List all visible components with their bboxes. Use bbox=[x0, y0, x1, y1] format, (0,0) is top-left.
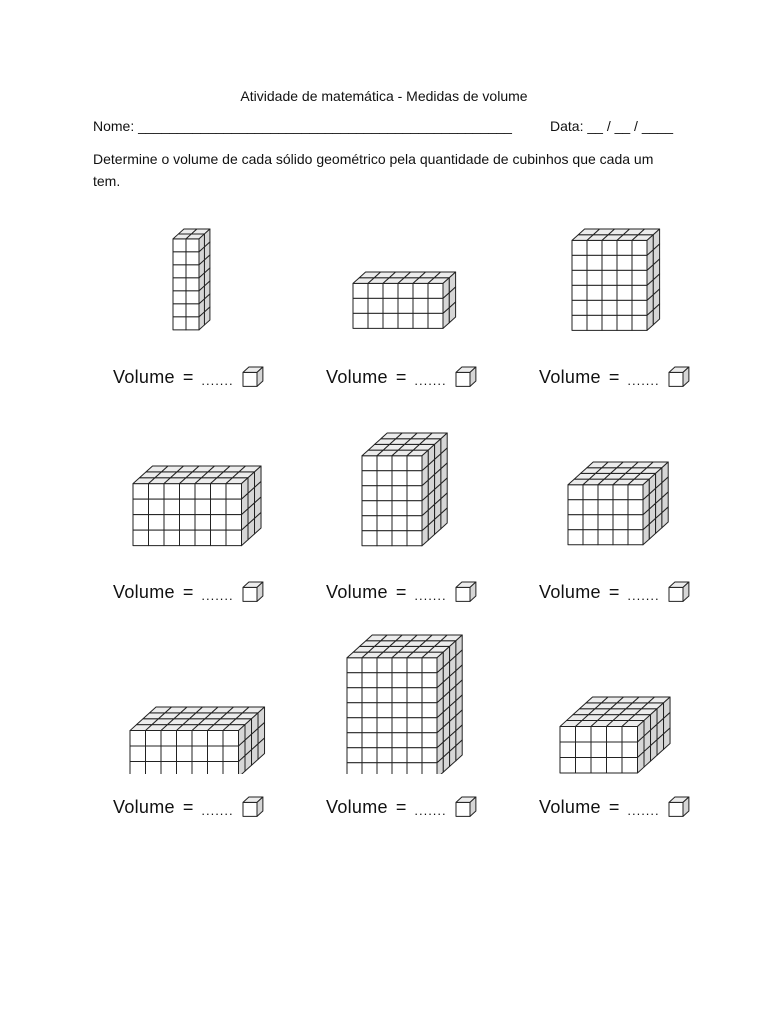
cube-front-face bbox=[598, 515, 613, 530]
unit-cube-icon bbox=[455, 796, 477, 818]
cube-front-face bbox=[377, 471, 392, 486]
cube-front-face bbox=[211, 515, 227, 531]
cube-front-face bbox=[208, 731, 224, 747]
cube-front-face bbox=[362, 658, 377, 673]
cube-front-face bbox=[613, 485, 628, 500]
cube-front-face bbox=[568, 515, 583, 530]
cube-front-face bbox=[392, 673, 407, 688]
cube-front-face bbox=[422, 658, 437, 673]
cube-front-face bbox=[628, 530, 643, 545]
cube-front-face bbox=[669, 372, 683, 386]
cube-front-face bbox=[223, 731, 239, 747]
cube-front-face bbox=[422, 673, 437, 688]
answer-blank: ....... bbox=[627, 372, 660, 388]
cube-front-face bbox=[591, 726, 607, 742]
cube-front-face bbox=[130, 746, 146, 762]
cube-front-face bbox=[211, 499, 227, 515]
cube-front-face bbox=[377, 501, 392, 516]
unit-cube-icon bbox=[455, 366, 477, 388]
cube-front-face bbox=[177, 746, 193, 762]
cube-front-face bbox=[428, 298, 443, 313]
equals-sign: = bbox=[395, 581, 407, 602]
cube-front-face bbox=[422, 718, 437, 733]
cube-front-face bbox=[177, 762, 193, 774]
cube-front-face bbox=[211, 484, 227, 499]
cube-front-face bbox=[383, 313, 398, 328]
cube-front-face bbox=[632, 255, 647, 270]
cube-front-face bbox=[669, 587, 683, 601]
unit-cube-icon bbox=[668, 796, 690, 818]
cube-front-face bbox=[392, 531, 407, 546]
cube-front-face bbox=[587, 315, 602, 330]
cube-front-face bbox=[186, 265, 199, 278]
volume-answer-9 bbox=[539, 794, 690, 820]
cube-front-face bbox=[180, 484, 196, 499]
cube-front-face bbox=[149, 530, 165, 546]
cube-front-face bbox=[173, 317, 186, 330]
volume-word: Volume bbox=[539, 796, 601, 817]
cube-front-face bbox=[572, 315, 587, 330]
cube-front-face bbox=[392, 456, 407, 471]
cube-front-face bbox=[149, 499, 165, 515]
cube-front-face bbox=[192, 762, 208, 774]
cube-front-face bbox=[602, 300, 617, 315]
cube-front-face bbox=[422, 688, 437, 703]
cube-front-face bbox=[632, 315, 647, 330]
cube-front-face bbox=[368, 298, 383, 313]
cube-front-face bbox=[353, 313, 368, 328]
cube-front-face bbox=[407, 471, 422, 486]
unit-cube-icon bbox=[242, 796, 264, 818]
cube-front-face bbox=[243, 802, 257, 816]
equals-sign: = bbox=[608, 796, 620, 817]
cube-solid-6 bbox=[567, 461, 677, 557]
cube-front-face bbox=[133, 484, 149, 499]
cube-front-face bbox=[362, 703, 377, 718]
answer-blank: ....... bbox=[201, 802, 234, 818]
cube-front-face bbox=[392, 718, 407, 733]
cube-front-face bbox=[173, 252, 186, 265]
cube-front-face bbox=[392, 733, 407, 748]
cube-front-face bbox=[146, 762, 162, 774]
cube-front-face bbox=[347, 688, 362, 703]
cube-front-face bbox=[377, 748, 392, 763]
cube-front-face bbox=[347, 748, 362, 763]
cube-front-face bbox=[195, 499, 211, 515]
cube-front-face bbox=[583, 500, 598, 515]
cube-front-face bbox=[407, 718, 422, 733]
cube-front-face bbox=[583, 485, 598, 500]
cube-front-face bbox=[173, 265, 186, 278]
cube-front-face bbox=[362, 516, 377, 531]
cube-front-face bbox=[186, 252, 199, 265]
cube-front-face bbox=[226, 499, 242, 515]
answer-blank: ....... bbox=[627, 587, 660, 603]
cube-front-face bbox=[208, 746, 224, 762]
answer-blank: ....... bbox=[414, 587, 447, 603]
cube-front-face bbox=[173, 239, 186, 252]
cube-front-face bbox=[407, 673, 422, 688]
cube-front-face bbox=[377, 486, 392, 501]
cube-front-face bbox=[607, 726, 623, 742]
cube-front-face bbox=[377, 516, 392, 531]
cube-front-face bbox=[377, 456, 392, 471]
cube-front-face bbox=[572, 270, 587, 285]
equals-sign: = bbox=[608, 581, 620, 602]
cube-front-face bbox=[587, 255, 602, 270]
cube-front-face bbox=[628, 500, 643, 515]
cube-front-face bbox=[568, 530, 583, 545]
cube-front-face bbox=[133, 499, 149, 515]
cube-front-face bbox=[607, 757, 623, 773]
cube-front-face bbox=[392, 501, 407, 516]
cube-front-face bbox=[560, 757, 576, 773]
cube-front-face bbox=[572, 285, 587, 300]
equals-sign: = bbox=[182, 581, 194, 602]
cube-front-face bbox=[362, 673, 377, 688]
answer-blank: ....... bbox=[201, 372, 234, 388]
volume-answer-8 bbox=[326, 794, 477, 820]
cube-front-face bbox=[362, 718, 377, 733]
cube-front-face bbox=[362, 471, 377, 486]
date-field: Data: __ / __ / ____ bbox=[550, 118, 673, 134]
cube-solid-3 bbox=[571, 228, 671, 344]
equals-sign: = bbox=[608, 366, 620, 387]
cube-front-face bbox=[572, 240, 587, 255]
volume-answer-3 bbox=[539, 364, 690, 390]
cube-front-face bbox=[617, 300, 632, 315]
cube-front-face bbox=[173, 304, 186, 317]
cube-front-face bbox=[161, 762, 177, 774]
cube-front-face bbox=[192, 731, 208, 747]
cube-front-face bbox=[223, 762, 239, 774]
cube-front-face bbox=[622, 742, 638, 758]
unit-cube-icon bbox=[242, 581, 264, 603]
cube-front-face bbox=[243, 372, 257, 386]
cube-front-face bbox=[195, 515, 211, 531]
cube-solid-8 bbox=[346, 634, 476, 774]
cube-front-face bbox=[407, 501, 422, 516]
cube-front-face bbox=[392, 748, 407, 763]
cube-front-face bbox=[164, 499, 180, 515]
cube-front-face bbox=[407, 763, 422, 774]
volume-word: Volume bbox=[539, 581, 601, 602]
cube-front-face bbox=[392, 516, 407, 531]
cube-front-face bbox=[377, 673, 392, 688]
cube-front-face bbox=[164, 515, 180, 531]
cube-front-face bbox=[587, 285, 602, 300]
volume-word: Volume bbox=[326, 366, 388, 387]
volume-word: Volume bbox=[539, 366, 601, 387]
cube-solid-4 bbox=[132, 465, 272, 557]
cube-front-face bbox=[617, 315, 632, 330]
cube-front-face bbox=[617, 240, 632, 255]
cube-front-face bbox=[413, 298, 428, 313]
volume-answer-6 bbox=[539, 579, 690, 605]
unit-cube-icon bbox=[455, 581, 477, 603]
cube-front-face bbox=[211, 530, 227, 546]
cube-front-face bbox=[180, 499, 196, 515]
volume-answer-2 bbox=[326, 364, 477, 390]
answer-blank: ....... bbox=[414, 372, 447, 388]
answer-blank: ....... bbox=[414, 802, 447, 818]
cube-front-face bbox=[587, 270, 602, 285]
cube-front-face bbox=[177, 731, 193, 747]
cube-front-face bbox=[617, 285, 632, 300]
cube-front-face bbox=[133, 515, 149, 531]
cube-front-face bbox=[362, 733, 377, 748]
cube-solid-2 bbox=[352, 271, 472, 343]
cube-front-face bbox=[377, 688, 392, 703]
cube-front-face bbox=[130, 731, 146, 747]
cube-front-face bbox=[347, 718, 362, 733]
cube-front-face bbox=[428, 313, 443, 328]
cube-front-face bbox=[186, 278, 199, 291]
cube-front-face bbox=[149, 515, 165, 531]
cube-front-face bbox=[173, 278, 186, 291]
cube-front-face bbox=[149, 484, 165, 499]
cube-front-face bbox=[377, 718, 392, 733]
cube-front-face bbox=[226, 484, 242, 499]
cube-front-face bbox=[407, 688, 422, 703]
cube-front-face bbox=[456, 372, 470, 386]
cube-front-face bbox=[560, 742, 576, 758]
cube-front-face bbox=[602, 240, 617, 255]
cube-front-face bbox=[164, 530, 180, 546]
cube-front-face bbox=[407, 516, 422, 531]
cube-front-face bbox=[362, 486, 377, 501]
cube-front-face bbox=[186, 304, 199, 317]
cube-front-face bbox=[398, 283, 413, 298]
cube-front-face bbox=[613, 500, 628, 515]
cube-front-face bbox=[377, 703, 392, 718]
volume-word: Volume bbox=[113, 796, 175, 817]
cube-front-face bbox=[422, 763, 437, 774]
cube-front-face bbox=[407, 703, 422, 718]
volume-answer-5 bbox=[326, 579, 477, 605]
cube-front-face bbox=[572, 255, 587, 270]
cube-front-face bbox=[161, 746, 177, 762]
cube-front-face bbox=[407, 658, 422, 673]
cube-front-face bbox=[622, 757, 638, 773]
volume-word: Volume bbox=[326, 796, 388, 817]
cube-front-face bbox=[583, 530, 598, 545]
cube-front-face bbox=[407, 748, 422, 763]
unit-cube-icon bbox=[668, 366, 690, 388]
cube-front-face bbox=[146, 731, 162, 747]
cube-front-face bbox=[377, 658, 392, 673]
cube-front-face bbox=[392, 703, 407, 718]
cube-front-face bbox=[602, 270, 617, 285]
answer-blank: ....... bbox=[627, 802, 660, 818]
cube-front-face bbox=[362, 501, 377, 516]
cube-front-face bbox=[622, 726, 638, 742]
cube-front-face bbox=[180, 530, 196, 546]
cube-front-face bbox=[456, 802, 470, 816]
cube-front-face bbox=[632, 300, 647, 315]
equals-sign: = bbox=[395, 796, 407, 817]
cube-front-face bbox=[598, 530, 613, 545]
cube-front-face bbox=[407, 531, 422, 546]
instructions-text: Determine o volume de cada sólido geométrico pela quantidade de cubinhos que cada um tem. bbox=[93, 151, 654, 189]
cube-front-face bbox=[632, 240, 647, 255]
cube-front-face bbox=[576, 757, 592, 773]
cube-front-face bbox=[413, 313, 428, 328]
cube-front-face bbox=[347, 673, 362, 688]
cube-front-face bbox=[377, 733, 392, 748]
cube-front-face bbox=[587, 300, 602, 315]
cube-front-face bbox=[422, 703, 437, 718]
worksheet-title: Atividade de matemática - Medidas de volume bbox=[240, 88, 528, 104]
cube-front-face bbox=[164, 484, 180, 499]
cube-front-face bbox=[602, 255, 617, 270]
cube-front-face bbox=[362, 763, 377, 774]
cube-front-face bbox=[186, 239, 199, 252]
cube-front-face bbox=[377, 531, 392, 546]
equals-sign: = bbox=[395, 366, 407, 387]
cube-front-face bbox=[598, 485, 613, 500]
cube-front-face bbox=[368, 313, 383, 328]
cube-front-face bbox=[576, 742, 592, 758]
cube-front-face bbox=[208, 762, 224, 774]
cube-solid-7 bbox=[129, 706, 269, 774]
cube-front-face bbox=[362, 456, 377, 471]
cube-front-face bbox=[161, 731, 177, 747]
volume-word: Volume bbox=[113, 581, 175, 602]
volume-answer-1 bbox=[113, 364, 264, 390]
cube-solid-5 bbox=[361, 432, 461, 556]
cube-front-face bbox=[422, 733, 437, 748]
cube-front-face bbox=[568, 485, 583, 500]
cube-solid-9 bbox=[559, 696, 679, 774]
cube-front-face bbox=[362, 531, 377, 546]
volume-answer-7 bbox=[113, 794, 264, 820]
cube-front-face bbox=[602, 285, 617, 300]
cube-front-face bbox=[628, 485, 643, 500]
cube-front-face bbox=[407, 733, 422, 748]
cube-front-face bbox=[353, 298, 368, 313]
cube-front-face bbox=[591, 742, 607, 758]
cube-front-face bbox=[617, 270, 632, 285]
cube-front-face bbox=[353, 283, 368, 298]
cube-front-face bbox=[226, 515, 242, 531]
cube-front-face bbox=[362, 748, 377, 763]
cube-front-face bbox=[587, 240, 602, 255]
cube-front-face bbox=[407, 486, 422, 501]
cube-front-face bbox=[602, 315, 617, 330]
cube-front-face bbox=[347, 763, 362, 774]
cube-front-face bbox=[347, 703, 362, 718]
cube-front-face bbox=[613, 530, 628, 545]
name-field: Nome: ________________________________________________ bbox=[93, 118, 512, 134]
cube-front-face bbox=[146, 746, 162, 762]
cube-front-face bbox=[576, 726, 592, 742]
volume-answer-4 bbox=[113, 579, 264, 605]
cube-front-face bbox=[130, 762, 146, 774]
volume-word: Volume bbox=[326, 581, 388, 602]
cube-front-face bbox=[377, 763, 392, 774]
equals-sign: = bbox=[182, 366, 194, 387]
cube-front-face bbox=[583, 515, 598, 530]
cube-front-face bbox=[223, 746, 239, 762]
cube-front-face bbox=[392, 763, 407, 774]
cube-front-face bbox=[628, 515, 643, 530]
cube-front-face bbox=[392, 486, 407, 501]
cube-front-face bbox=[413, 283, 428, 298]
cube-solid-1 bbox=[172, 228, 232, 344]
cube-front-face bbox=[422, 748, 437, 763]
cube-front-face bbox=[568, 500, 583, 515]
cube-front-face bbox=[173, 291, 186, 304]
cube-front-face bbox=[133, 530, 149, 546]
volume-word: Volume bbox=[113, 366, 175, 387]
cube-front-face bbox=[392, 688, 407, 703]
cube-front-face bbox=[195, 484, 211, 499]
equals-sign: = bbox=[182, 796, 194, 817]
cube-front-face bbox=[613, 515, 628, 530]
cube-front-face bbox=[362, 688, 377, 703]
cube-front-face bbox=[192, 746, 208, 762]
cube-front-face bbox=[368, 283, 383, 298]
cube-front-face bbox=[398, 313, 413, 328]
cube-front-face bbox=[383, 298, 398, 313]
cube-front-face bbox=[407, 456, 422, 471]
cube-front-face bbox=[560, 726, 576, 742]
cube-front-face bbox=[186, 317, 199, 330]
cube-front-face bbox=[607, 742, 623, 758]
cube-front-face bbox=[186, 291, 199, 304]
cube-front-face bbox=[392, 658, 407, 673]
cube-front-face bbox=[347, 658, 362, 673]
cube-front-face bbox=[632, 285, 647, 300]
cube-front-face bbox=[572, 300, 587, 315]
cube-front-face bbox=[195, 530, 211, 546]
cube-front-face bbox=[226, 530, 242, 546]
cube-front-face bbox=[456, 587, 470, 601]
cube-front-face bbox=[398, 298, 413, 313]
cube-front-face bbox=[392, 471, 407, 486]
cube-front-face bbox=[383, 283, 398, 298]
cube-front-face bbox=[180, 515, 196, 531]
cube-front-face bbox=[428, 283, 443, 298]
cube-front-face bbox=[243, 587, 257, 601]
cube-front-face bbox=[632, 270, 647, 285]
cube-front-face bbox=[598, 500, 613, 515]
cube-front-face bbox=[669, 802, 683, 816]
cube-front-face bbox=[617, 255, 632, 270]
unit-cube-icon bbox=[668, 581, 690, 603]
answer-blank: ....... bbox=[201, 587, 234, 603]
unit-cube-icon bbox=[242, 366, 264, 388]
cube-front-face bbox=[591, 757, 607, 773]
cube-front-face bbox=[347, 733, 362, 748]
